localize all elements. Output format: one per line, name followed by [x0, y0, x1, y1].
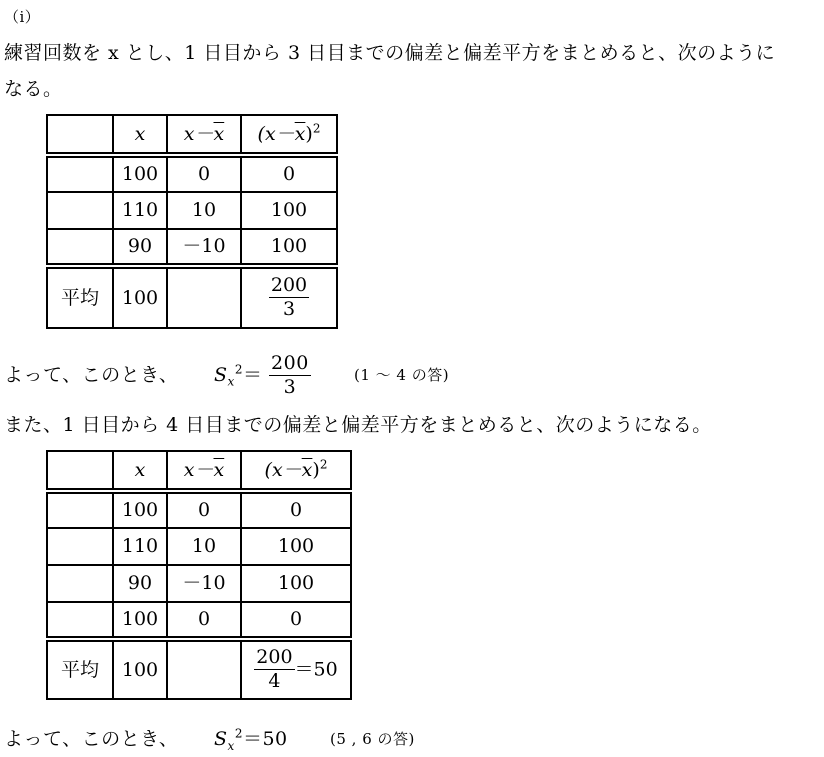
row-label: [47, 155, 113, 192]
header-deviation: $x-\overline{x}$: [167, 451, 241, 491]
header-x: x: [113, 115, 167, 155]
header-label-cell: [47, 451, 113, 491]
cell-x: 90: [113, 229, 167, 266]
cell-deviation: 10: [167, 528, 241, 565]
cell-deviation: 0: [167, 491, 241, 528]
result-2-note: (5 , 6 の答): [330, 730, 415, 748]
result-1-prefix: よって、このとき、: [4, 364, 179, 386]
table-header-row: [47, 115, 337, 155]
cell-deviation: －10: [167, 565, 241, 602]
section-label: （ⅰ）: [4, 8, 41, 26]
row-label: [47, 565, 113, 602]
cell-deviation-squared: 100: [241, 229, 337, 266]
header-deviation-squared: $(x-\overline{x})^2$: [241, 115, 337, 155]
cell-deviation-squared: 0: [241, 491, 351, 528]
cell-x: 100: [113, 491, 167, 528]
cell-x: 100: [113, 155, 167, 192]
average-x: 100: [113, 639, 167, 699]
deviation-table-4-days: [46, 450, 352, 700]
intro-line-1: 練習回数を x とし、1 日目から 3 日目までの偏差と偏差平方をまとめると、次のように: [4, 42, 776, 64]
result-1-fraction: $\frac{200}{3}$: [271, 352, 309, 398]
cell-deviation: －10: [167, 229, 241, 266]
cell-x: 110: [113, 192, 167, 229]
header-x: x: [113, 451, 167, 491]
cell-deviation-squared: 100: [241, 565, 351, 602]
table-row: [47, 565, 351, 602]
cell-deviation-squared: 0: [241, 602, 351, 639]
cell-deviation: 0: [167, 602, 241, 639]
fraction: $\frac{200}{3}$: [270, 274, 308, 320]
average-deviation: [167, 266, 241, 328]
average-label: 平均: [47, 266, 113, 328]
deviation-table-3-days: [46, 114, 338, 329]
table-average-row: [47, 639, 351, 699]
result-1-note: (1 ～ 4 の答): [354, 366, 450, 384]
row-label: [47, 192, 113, 229]
cell-x: 100: [113, 602, 167, 639]
middle-line: また、1 日目から 4 日目までの偏差と偏差平方をまとめると、次のようになる。: [4, 414, 712, 436]
table-row: [47, 155, 337, 192]
cell-deviation: 0: [167, 155, 241, 192]
row-label: [47, 229, 113, 266]
header-deviation: $x-\overline{x}$: [167, 115, 241, 155]
average-deviation-squared: [241, 266, 337, 328]
result-1-formula: $S_x^2=$ $\frac{200}{3}$: [214, 352, 309, 398]
table-header-row: [47, 451, 351, 491]
table-average-row: [47, 266, 337, 328]
cell-x: 90: [113, 565, 167, 602]
average-x: 100: [113, 266, 167, 328]
header-label-cell: [47, 115, 113, 155]
cell-deviation-squared: 100: [241, 528, 351, 565]
table-row: [47, 602, 351, 639]
row-label: [47, 528, 113, 565]
average-deviation-squared: $\frac{200}{4}$ ＝50: [241, 639, 351, 699]
cell-x: 110: [113, 528, 167, 565]
cell-deviation-squared: 100: [241, 192, 337, 229]
result-2-prefix: よって、このとき、: [4, 728, 179, 750]
cell-deviation-squared: 0: [241, 155, 337, 192]
fraction: $\frac{200}{4}$: [256, 646, 293, 692]
table-row: [47, 192, 337, 229]
row-label: [47, 602, 113, 639]
table-row: [47, 229, 337, 266]
result-2-formula: $S_x^2=50$: [214, 726, 288, 753]
cell-deviation: 10: [167, 192, 241, 229]
intro-line-2: なる。: [4, 78, 63, 100]
table-row: [47, 528, 351, 565]
header-deviation-squared: $(x-\overline{x})^2$: [241, 451, 351, 491]
row-label: [47, 491, 113, 528]
average-deviation: [167, 639, 241, 699]
average-label: 平均: [47, 639, 113, 699]
table-row: [47, 491, 351, 528]
